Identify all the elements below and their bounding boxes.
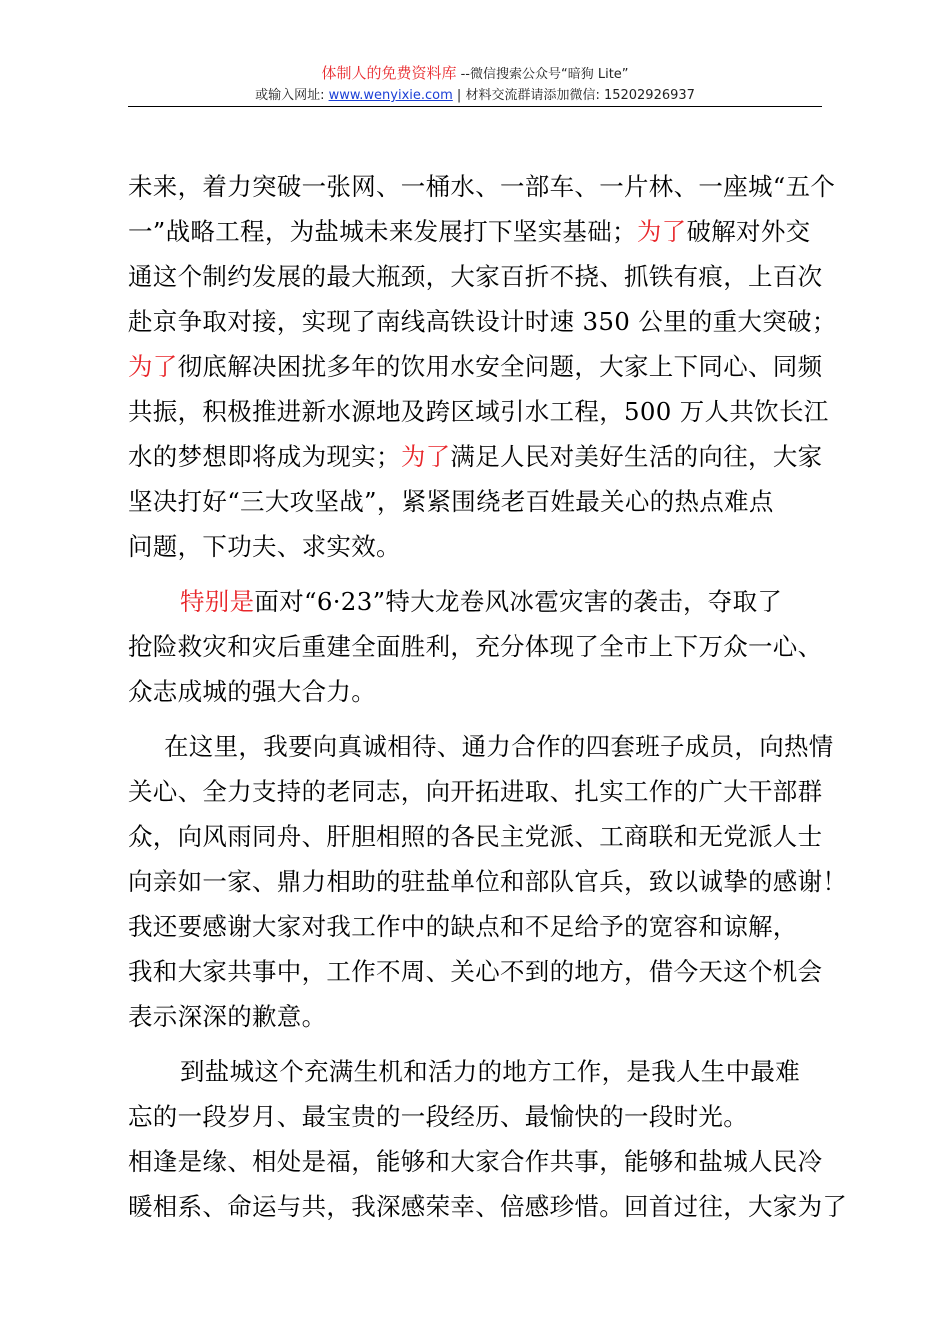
- header-title-line: [0, 62, 950, 86]
- text-line: 通这个制约发展的最大瓶颈，大家百折不挠、抓铁有痕，上百次: [128, 262, 823, 291]
- text-line: 忘的一段岁月、最宝贵的一段经历、最愉快的一段时光。: [128, 1102, 748, 1131]
- page-header: [0, 62, 950, 106]
- text-line: 未来，着力突破一张网、一桶水、一部车、一片林、一座城“五个: [128, 172, 836, 201]
- text-line: 共振，积极推进新水源地及跨区域引水工程，500 万人共饮长江: [128, 397, 829, 426]
- header-contact: | 材料交流群请添加微信: 15202926937: [452, 88, 695, 103]
- text-line: 暖相系、命运与共，我深感荣幸、倍感珍惜。回首过往，大家为了: [128, 1192, 848, 1221]
- text-line: 关心、全力支持的老同志，向开拓进取、扎实工作的广大干部群: [128, 777, 823, 806]
- text-line: 我和大家共事中，工作不周、关心不到的地方，借今天这个机会: [128, 957, 823, 986]
- text-segment: 满足人民对美好生活的向往，大家: [450, 442, 823, 471]
- text-segment: 彻底解决困扰多年的饮用水安全问题，大家上下同心、同频: [177, 352, 823, 381]
- document-body: [128, 164, 848, 1229]
- text-line: 到盐城这个充满生机和活力的地方工作，是我人生中最难: [180, 1057, 800, 1086]
- header-subtitle: --微信搜索公众号“暗狗 Lite”: [456, 67, 629, 82]
- text-line: [128, 434, 828, 479]
- text-line: 我还要感谢大家对我工作中的缺点和不足给予的宽容和谅解，: [128, 912, 798, 941]
- text-line: [128, 344, 828, 389]
- header-divider: [128, 106, 822, 107]
- text-line: 表示深深的歉意。: [128, 1002, 327, 1031]
- highlight-text: 为了: [128, 352, 178, 381]
- text-line: 抢险救灾和灾后重建全面胜利，充分体现了全市上下万众一心、: [128, 632, 823, 661]
- paragraph-gap: [128, 1039, 828, 1049]
- text-line: 在这里，我要向真诚相待、通力合作的四套班子成员，向热情: [164, 732, 834, 761]
- highlight-text: 为了: [636, 217, 687, 246]
- text-line: 众志成城的强大合力。: [128, 677, 376, 706]
- text-line: [128, 209, 828, 254]
- text-segment: 水的梦想即将成为现实；: [128, 442, 401, 471]
- text-line: 众，向风雨同舟、肝胆相照的各民主党派、工商联和无党派人士: [128, 822, 823, 851]
- text-line: 向亲如一家、鼎力相助的驻盐单位和部队官兵，致以诚挚的感谢！: [128, 867, 848, 896]
- text-line: 坚决打好“三大攻坚战”，紧紧围绕老百姓最关心的热点难点: [128, 487, 774, 516]
- text-segment: 一”战略工程，为盐城未来发展打下坚实基础；: [128, 217, 637, 246]
- text-line: 相逢是缘、相处是福，能够和大家合作共事，能够和盐城人民冷: [128, 1147, 823, 1176]
- text-line: 赴京争取对接，实现了南线高铁设计时速 350 公里的重大突破；: [128, 307, 837, 336]
- header-brand: 体制人的免费资料库: [321, 64, 457, 82]
- paragraph-gap: [128, 569, 828, 579]
- highlight-text: 特别是: [180, 587, 255, 616]
- paragraph-gap: [128, 714, 828, 724]
- text-segment: 面对“6·23”特大龙卷风冰雹灾害的袭击，夺取了: [254, 587, 783, 616]
- text-segment: 破解对外交: [686, 217, 811, 246]
- highlight-text: 为了: [400, 442, 451, 471]
- text-line: [128, 579, 828, 624]
- header-url-link[interactable]: www.wenyixie.com: [328, 88, 453, 103]
- text-line: 问题，下功夫、求实效。: [128, 532, 401, 561]
- header-url-prefix: 或输入网址:: [255, 88, 329, 103]
- header-contact-line: [0, 86, 950, 106]
